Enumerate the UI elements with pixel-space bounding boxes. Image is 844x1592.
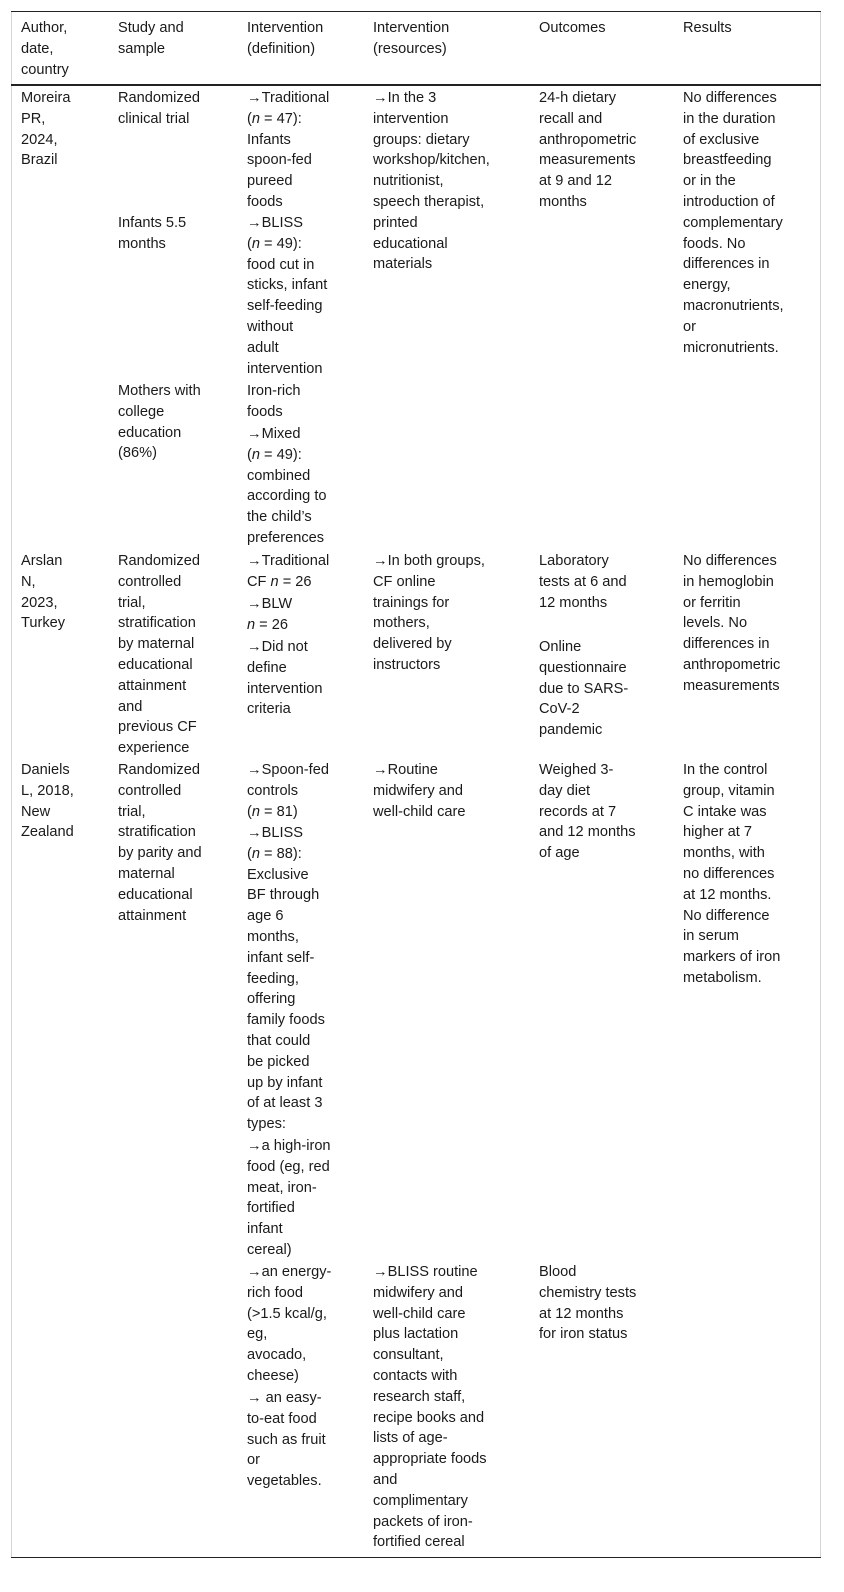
- cell-line: criteria: [247, 701, 291, 718]
- cell-line: Exclusive: [247, 866, 309, 883]
- row3-outcomes-blood: [539, 1262, 636, 1345]
- cell-line: attainment: [118, 907, 187, 924]
- cell-line: (86%): [118, 445, 157, 462]
- row1-results: [683, 88, 784, 358]
- cell-line: Intervention: [373, 20, 450, 36]
- cell-line: fortified cereal: [373, 1534, 465, 1551]
- header-intervention-definition: [247, 18, 323, 60]
- cell-line: according to: [247, 488, 327, 505]
- cell-line: at 9 and 12: [539, 173, 613, 190]
- cell-line: No difference: [683, 907, 770, 924]
- cell-line: intervention: [247, 360, 323, 377]
- cell-line: maternal: [118, 865, 175, 882]
- cell-line: complimentary: [373, 1492, 468, 1509]
- cell-line: (n = 49):: [247, 446, 302, 463]
- cell-line: spoon-fed: [247, 152, 312, 169]
- cell-line: N,: [21, 573, 36, 590]
- cell-line: intervention: [247, 680, 323, 697]
- cell-line: well-child care: [373, 803, 466, 820]
- cell-line: Daniels: [21, 762, 70, 778]
- cell-line: Author,: [21, 20, 68, 36]
- cell-line: (>1.5 kcal/g,: [247, 1305, 327, 1322]
- cell-line: food cut in: [247, 256, 315, 273]
- cell-line: →In the 3: [373, 90, 437, 106]
- cell-line: rich food: [247, 1284, 303, 1301]
- cell-line: day diet: [539, 782, 591, 799]
- cell-line: or in the: [683, 173, 736, 190]
- cell-line: lists of age-: [373, 1430, 448, 1447]
- cell-line: energy,: [683, 277, 731, 294]
- cell-line: measurements: [539, 152, 636, 169]
- cell-line: combined: [247, 467, 311, 484]
- cell-line: Study and: [118, 20, 184, 36]
- row1-def-traditional: [247, 88, 329, 213]
- cell-line: 24-h dietary: [539, 90, 617, 106]
- cell-line: controls: [247, 782, 299, 799]
- cell-line: stratification: [118, 615, 196, 632]
- cell-line: →Spoon-fed: [247, 762, 329, 778]
- cell-line: delivered by: [373, 636, 452, 653]
- cell-line: (resources): [373, 40, 447, 57]
- cell-line: measurements: [683, 677, 780, 694]
- cell-line: well-child care: [373, 1305, 466, 1322]
- cell-line: eg,: [247, 1326, 268, 1343]
- cell-line: or: [683, 318, 696, 335]
- row3-author: [21, 760, 74, 843]
- row2-outcomes-online: [539, 637, 628, 741]
- row1-def-bliss: [247, 213, 327, 379]
- cell-line: markers of iron: [683, 949, 781, 966]
- study-table: [11, 11, 821, 1558]
- cell-line: packets of iron-: [373, 1513, 473, 1530]
- cell-line: avocado,: [247, 1347, 307, 1364]
- cell-line: →BLISS: [247, 215, 303, 231]
- cell-line: sample: [118, 40, 166, 57]
- cell-line: metabolism.: [683, 969, 762, 986]
- cell-line: contacts with: [373, 1367, 458, 1384]
- cell-line: Zealand: [21, 824, 74, 841]
- cell-line: in hemoglobin: [683, 573, 774, 590]
- cell-line: anthropometric: [539, 131, 637, 148]
- cell-line: materials: [373, 256, 433, 273]
- cell-line: →BLISS routine: [373, 1264, 478, 1280]
- cell-line: →Did not: [247, 639, 308, 655]
- cell-line: n = 26: [247, 616, 288, 633]
- cell-line: Randomized: [118, 762, 200, 778]
- cell-line: printed: [373, 214, 418, 231]
- cell-line: of exclusive: [683, 131, 760, 148]
- cell-line: workshop/kitchen,: [373, 152, 490, 169]
- cell-line: 12 months: [539, 594, 608, 611]
- cell-line: offering: [247, 991, 296, 1008]
- cell-line: Brazil: [21, 152, 58, 169]
- cell-line: →Traditional: [247, 90, 330, 106]
- row3-resources-bliss: [373, 1262, 487, 1553]
- row3-def-easy-to-eat: [247, 1388, 326, 1492]
- cell-line: college: [118, 403, 165, 420]
- row2-author: [21, 551, 65, 634]
- cell-line: cereal): [247, 1241, 292, 1258]
- cell-line: No differences: [683, 90, 777, 106]
- row3-def-high-iron: [247, 1136, 331, 1261]
- cell-line: trial,: [118, 803, 146, 820]
- cell-line: educational: [118, 886, 193, 903]
- row2-def-traditional: [247, 551, 329, 593]
- cell-line: C intake was: [683, 803, 767, 820]
- cell-line: by parity and: [118, 845, 202, 862]
- cell-line: meat, iron-: [247, 1179, 317, 1196]
- cell-line: higher at 7: [683, 824, 752, 841]
- cell-line: recipe books and: [373, 1409, 485, 1426]
- header-author: [21, 18, 69, 80]
- cell-line: differences in: [683, 256, 770, 273]
- cell-line: trainings for: [373, 594, 450, 611]
- cell-line: feeding,: [247, 970, 299, 987]
- cell-line: plus lactation: [373, 1326, 459, 1343]
- header-study: [118, 18, 184, 60]
- cell-line: →Mixed: [247, 426, 301, 442]
- cell-line: infant self-: [247, 949, 315, 966]
- cell-line: or: [247, 1452, 260, 1469]
- cell-line: Randomized: [118, 90, 200, 106]
- cell-line: Iron-rich: [247, 383, 301, 399]
- cell-line: cheese): [247, 1367, 299, 1384]
- cell-line: clinical trial: [118, 110, 190, 127]
- cell-line: L, 2018,: [21, 782, 74, 799]
- cell-line: (definition): [247, 40, 316, 57]
- cell-line: differences in: [683, 636, 770, 653]
- row3-def-energy-rich: [247, 1262, 331, 1387]
- cell-line: mothers,: [373, 615, 430, 632]
- cell-line: intervention: [373, 110, 449, 127]
- cell-line: due to SARS-: [539, 680, 629, 697]
- cell-line: Blood: [539, 1264, 577, 1280]
- cell-line: to-eat food: [247, 1410, 317, 1427]
- cell-line: pandemic: [539, 722, 603, 739]
- cell-line: speech therapist,: [373, 193, 485, 210]
- cell-line: CF online: [373, 573, 436, 590]
- cell-line: consultant,: [373, 1347, 444, 1364]
- cell-line: nutritionist,: [373, 173, 444, 190]
- cell-line: appropriate foods: [373, 1451, 487, 1468]
- cell-line: and 12 months: [539, 824, 636, 841]
- cell-line: age 6: [247, 908, 284, 925]
- cell-line: in serum: [683, 928, 739, 945]
- cell-line: without: [247, 318, 294, 335]
- cell-line: BF through: [247, 887, 320, 904]
- cell-line: →BLW: [247, 596, 293, 612]
- cell-line: months: [118, 235, 166, 252]
- cell-line: controlled: [118, 782, 182, 799]
- row1-study-design: [118, 88, 200, 130]
- cell-line: Moreira: [21, 90, 71, 106]
- row2-results: [683, 551, 780, 697]
- cell-line: Arslan: [21, 553, 63, 569]
- cell-line: (n = 81): [247, 803, 298, 820]
- cell-line: family foods: [247, 1012, 325, 1029]
- row3-def-controls: [247, 760, 329, 822]
- cell-line: →Traditional: [247, 553, 330, 569]
- cell-line: sticks, infant: [247, 277, 328, 294]
- cell-line: that could: [247, 1032, 311, 1049]
- cell-line: country: [21, 61, 69, 78]
- cell-line: no differences: [683, 865, 775, 882]
- row1-study-mothers: [118, 381, 201, 464]
- cell-line: months,: [247, 928, 299, 945]
- cell-line: Outcomes: [539, 20, 606, 36]
- row1-resources: [373, 88, 490, 275]
- cell-line: New: [21, 803, 51, 820]
- cell-line: Weighed 3-: [539, 762, 614, 778]
- cell-line: In the control: [683, 762, 768, 778]
- cell-line: foods. No: [683, 235, 746, 252]
- cell-line: recall and: [539, 110, 603, 127]
- row3-outcomes-diet: [539, 760, 636, 864]
- cell-line: and: [373, 1471, 398, 1488]
- cell-line: →In both groups,: [373, 553, 485, 569]
- row2-def-criteria: [247, 637, 322, 720]
- row3-results: [683, 760, 780, 989]
- row1-outcomes: [539, 88, 636, 213]
- cell-line: attainment: [118, 677, 187, 694]
- cell-line: months: [539, 193, 587, 210]
- row2-outcomes-lab: [539, 551, 627, 613]
- row3-def-bliss: [247, 823, 325, 1135]
- cell-line: Infants: [247, 131, 291, 148]
- cell-line: months, with: [683, 845, 765, 862]
- row1-def-mixed: [247, 424, 327, 549]
- cell-line: pureed: [247, 173, 293, 190]
- cell-line: →an energy-: [247, 1264, 332, 1280]
- cell-line: up by infant: [247, 1074, 323, 1091]
- cell-line: tests at 6 and: [539, 573, 627, 590]
- cell-line: education: [118, 424, 182, 441]
- cell-line: records at 7: [539, 803, 617, 820]
- cell-line: food (eg, red: [247, 1158, 330, 1175]
- cell-line: (n = 88):: [247, 845, 302, 862]
- cell-line: Infants 5.5: [118, 215, 187, 231]
- row1-def-iron: [247, 381, 301, 423]
- cell-line: or ferritin: [683, 594, 741, 611]
- cell-line: Mothers with: [118, 383, 201, 399]
- cell-line: previous CF: [118, 719, 197, 736]
- cell-line: levels. No: [683, 615, 748, 632]
- cell-line: complementary: [683, 214, 783, 231]
- cell-line: educational: [373, 235, 448, 252]
- cell-line: be picked: [247, 1053, 310, 1070]
- cell-line: the child’s: [247, 509, 312, 526]
- cell-line: questionnaire: [539, 659, 627, 676]
- cell-line: Randomized: [118, 553, 200, 569]
- cell-line: midwifery and: [373, 1284, 464, 1301]
- cell-line: →Routine: [373, 762, 438, 778]
- cell-line: CF n = 26: [247, 573, 312, 590]
- cell-line: in the duration: [683, 110, 776, 127]
- cell-line: fortified: [247, 1200, 295, 1217]
- cell-line: infant: [247, 1221, 283, 1238]
- cell-line: trial,: [118, 594, 146, 611]
- cell-line: for iron status: [539, 1326, 628, 1343]
- cell-line: →BLISS: [247, 825, 303, 841]
- cell-line: No differences: [683, 553, 777, 569]
- row2-study: [118, 551, 200, 759]
- cell-line: foods: [247, 403, 283, 420]
- cell-line: types:: [247, 1116, 286, 1133]
- cell-line: Turkey: [21, 615, 66, 632]
- cell-line: self-feeding: [247, 298, 323, 315]
- cell-line: by maternal: [118, 636, 195, 653]
- cell-line: 2023,: [21, 594, 58, 611]
- row2-resources: [373, 551, 485, 676]
- cell-line: → an easy-: [247, 1390, 322, 1406]
- cell-line: Intervention: [247, 20, 324, 36]
- cell-line: define: [247, 659, 287, 676]
- cell-line: instructors: [373, 656, 441, 673]
- cell-line: stratification: [118, 824, 196, 841]
- cell-line: introduction of: [683, 193, 775, 210]
- cell-line: anthropometric: [683, 656, 781, 673]
- cell-line: educational: [118, 656, 193, 673]
- cell-line: micronutrients.: [683, 339, 779, 356]
- row1-author: [21, 88, 70, 171]
- header-outcomes: [539, 18, 606, 39]
- row1-study-sample: [118, 213, 186, 255]
- table-right-edge: [820, 12, 821, 1557]
- cell-line: 2024,: [21, 131, 58, 148]
- cell-line: Results: [683, 20, 732, 36]
- row3-study: [118, 760, 202, 926]
- cell-line: vegetables.: [247, 1473, 322, 1490]
- cell-line: group, vitamin: [683, 782, 775, 799]
- cell-line: groups: dietary: [373, 131, 470, 148]
- cell-line: at 12 months: [539, 1305, 624, 1322]
- cell-line: and: [118, 698, 143, 715]
- cell-line: at 12 months.: [683, 886, 772, 903]
- cell-line: such as fruit: [247, 1431, 326, 1448]
- cell-line: date,: [21, 40, 54, 57]
- cell-line: →a high-iron: [247, 1138, 331, 1154]
- cell-line: Online: [539, 639, 582, 655]
- cell-line: (n = 49):: [247, 235, 302, 252]
- cell-line: breastfeeding: [683, 152, 772, 169]
- cell-line: chemistry tests: [539, 1284, 637, 1301]
- cell-line: (n = 47):: [247, 110, 302, 127]
- cell-line: CoV-2: [539, 701, 580, 718]
- cell-line: research staff,: [373, 1388, 466, 1405]
- cell-line: preferences: [247, 529, 325, 546]
- header-divider: [11, 84, 821, 86]
- cell-line: Laboratory: [539, 553, 609, 569]
- cell-line: midwifery and: [373, 782, 464, 799]
- cell-line: of at least 3: [247, 1095, 323, 1112]
- header-results: [683, 18, 732, 39]
- cell-line: PR,: [21, 110, 46, 127]
- header-intervention-resources: [373, 18, 449, 60]
- table-left-edge: [11, 12, 12, 1557]
- cell-line: macronutrients,: [683, 297, 784, 314]
- cell-line: adult: [247, 339, 279, 356]
- row3-resources-routine: [373, 760, 465, 822]
- cell-line: of age: [539, 845, 580, 862]
- cell-line: experience: [118, 740, 190, 757]
- cell-line: controlled: [118, 573, 182, 590]
- cell-line: foods: [247, 193, 283, 210]
- row2-def-blw: [247, 594, 292, 636]
